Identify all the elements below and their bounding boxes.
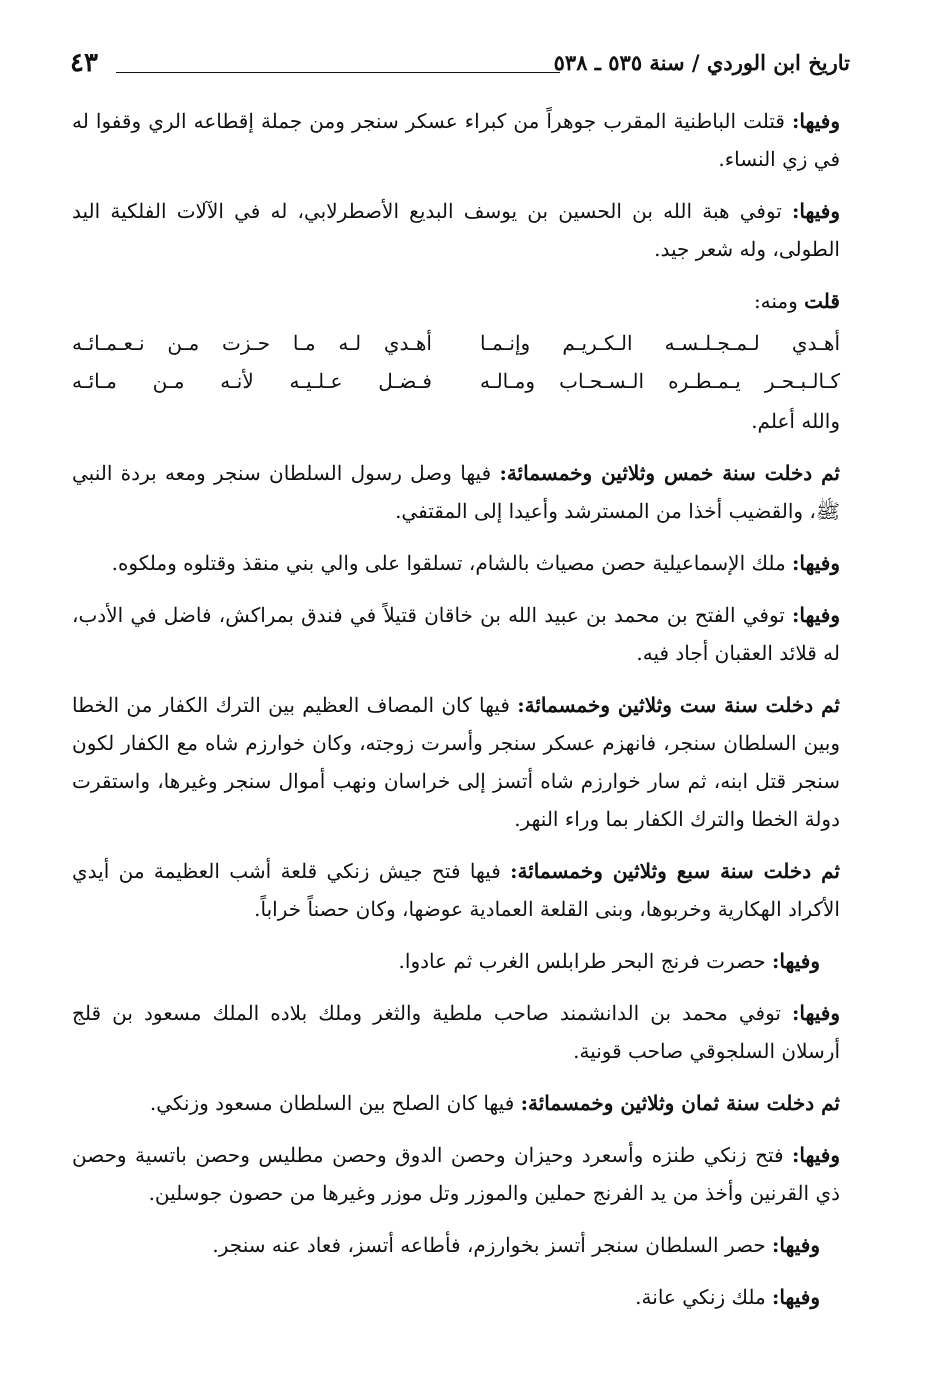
paragraph-10 [72,942,840,980]
paragraph-lead: وفيها: [772,949,820,973]
page-number: ٤٣ [70,48,98,78]
paragraph-lead: وفيها: [792,199,840,223]
page-body [72,102,840,1330]
paragraph-text: فيها كان المصاف العظيم بين الترك الكفار من الخطا وبين السلطان سنجر، فانهزم عسكر سنجر وأسرت زوجته، وكان خوارزم شاه مع الكفار لكون سنجر قتل ابنه، ثم سار خوارزم شاه أتسز إلى خراسان ونهب أموال سنجر وغيرها، واستقرت دولة الخطا والترك الكفار بما وراء النهر. [72,693,840,831]
paragraph-13 [72,1136,840,1212]
paragraph-text: ملك زنكي عانة. [635,1285,773,1309]
year-heading: ثم دخلت سنة ثمان وثلاثين وخمسمائة: [520,1091,840,1115]
paragraph-15 [72,1278,840,1316]
poem [72,324,840,400]
page-header [70,46,850,86]
year-heading: ثم دخلت سنة سبع وثلاثين وخمسمائة: [510,859,840,883]
verse-second-hemistich: فـضـل عـلـيـه لأنـه مـن مـائـه [72,369,432,393]
paragraph-text: والله أعلم. [751,409,840,433]
paragraph-4 [72,402,840,440]
paragraph-lead: قلت [804,289,840,313]
paragraph-text: توفي هبة الله بن الحسين بن يوسف البديع الأصطرلابي، له في الآلات الفلكية اليد الطولى، وله شعر جيد. [72,199,840,261]
paragraph-1 [72,102,840,178]
verse-first-hemistich: أهـدي لـمـجـلـسـه الـكـريـم وإنـمـا [480,331,840,355]
paragraph-text: فيها فتح جيش زنكي قلعة أشب العظيمة من أيدي الأكراد الهكارية وخربوها، وبنى القلعة العمادية عوضها، وكان حصناً خراباً. [72,859,840,921]
paragraph-text: توفي الفتح بن محمد بن عبيد الله بن خاقان قتيلاً في فندق بمراكش، فاضل في الأدب، له قلائد العقبان أجاد فيه. [72,603,840,665]
paragraph-text: فتح زنكي طنزه وأسعرد وحيزان وحصن الدوق وحصن مطليس وحصن باتسية وحصن ذي القرنين وأخذ من يد الفرنج حملين والموزر وتل موزر وغيرها من حصون جوسلين. [72,1143,840,1205]
verse-line-2 [72,362,840,400]
paragraph-text: ملك الإسماعيلية حصن مصياث بالشام، تسلقوا على والي بني منقذ وقتلوه وملكوه. [111,551,793,575]
header-rule [116,72,560,73]
verse-first-hemistich: كـالـبـحـر يـمـطـره الـسـحـاب ومـالـه [480,369,840,393]
running-title: تاريخ ابن الوردي / سنة ٥٣٥ ـ ٥٣٨ [553,50,850,75]
paragraph-5 [72,454,840,530]
year-heading: ثم دخلت سنة خمس وثلاثين وخمسمائة: [499,461,840,485]
paragraph-lead: وفيها: [792,1001,840,1025]
paragraph-text: قتلت الباطنية المقرب جوهراً من كبراء عسكر سنجر ومن جملة إقطاعه الري وقفوا له في زي النساء. [72,109,840,171]
paragraph-lead: وفيها: [792,1143,840,1167]
year-heading: ثم دخلت سنة ست وثلاثين وخمسمائة: [517,693,840,717]
paragraph-11 [72,994,840,1070]
paragraph-9 [72,852,840,928]
paragraph-text: فيها كان الصلح بين السلطان مسعود وزنكي. [149,1091,521,1115]
paragraph-text: ومنه: [753,289,805,313]
paragraph-12 [72,1084,840,1122]
paragraph-6 [72,544,840,582]
paragraph-lead: وفيها: [792,109,840,133]
paragraph-7 [72,596,840,672]
paragraph-lead: وفيها: [772,1285,820,1309]
paragraph-14 [72,1226,840,1264]
verse-line-1 [72,324,840,362]
paragraph-text: حصرت فرنج البحر طرابلس الغرب ثم عادوا. [398,949,773,973]
paragraph-2 [72,192,840,268]
paragraph-lead: وفيها: [792,551,840,575]
paragraph-3 [72,282,840,320]
paragraph-text: حصر السلطان سنجر أتسز بخوارزم، فأطاعه أتسز، فعاد عنه سنجر. [212,1233,773,1257]
paragraph-8 [72,686,840,838]
paragraph-text: فيها وصل رسول السلطان سنجر ومعه بردة النبي ﷺ، والقضيب أخذا من المسترشد وأعيدا إلى المقتفي. [72,461,840,523]
verse-second-hemistich: أهـدي لـه مـا حـزت مـن نـعـمـائـه [72,331,432,355]
paragraph-text: توفي محمد بن الدانشمند صاحب ملطية والثغر وملك بلاده الملك مسعود بن قلج أرسلان السلجوقي صاحب قونية. [72,1001,840,1063]
paragraph-lead: وفيها: [772,1233,820,1257]
paragraph-lead: وفيها: [792,603,840,627]
